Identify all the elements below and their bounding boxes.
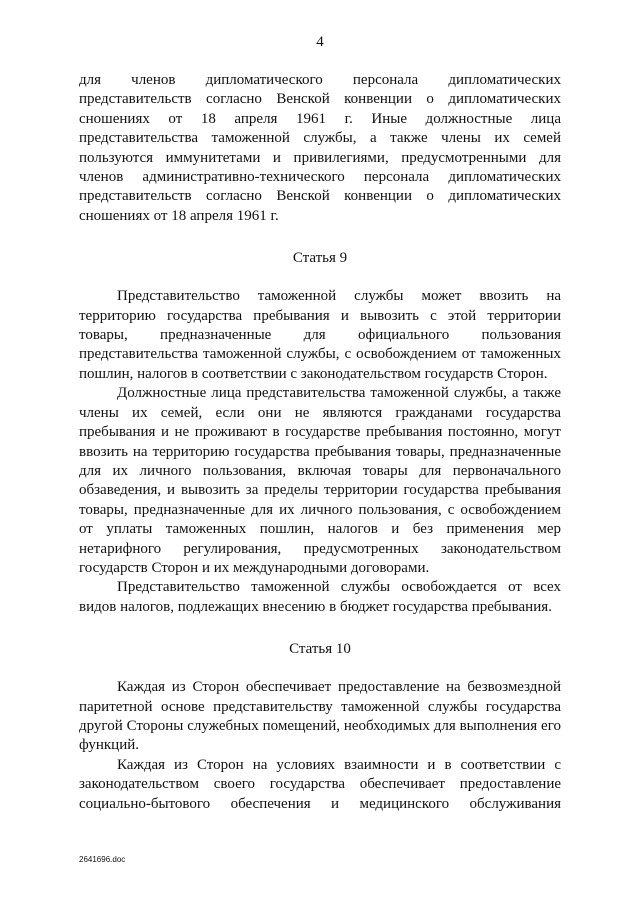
paragraph-intro: для членов дипломатического персонала дипломатических представительств согласно Венской конвенции о дипломатических сношениях от 18 апреля 1961 г. Иные должностные лица представительства таможенной службы, а также члены их семей пользуются иммунитетами и привилегиями, предусмотренными для членов административно-технического персонала дипломатических представительств согласно Венской конвенции о дипломатических сношениях от 18 апреля 1961 г. bbox=[79, 72, 561, 224]
page-number: 4 bbox=[316, 34, 324, 50]
article-9-paragraph-1: Представительство таможенной службы может ввозить на территорию государства пребывания и вывозить с этой территории товары, предназначенные для официального пользования представительства таможенной службы, с освобождением от таможенных пошлин, налогов в соответствии с законодательством государств Сторон. bbox=[79, 288, 561, 382]
document-body bbox=[79, 71, 561, 814]
article-9-paragraph-2: Должностные лица представительства таможенной службы, а также члены их семей, если они не являются гражданами государства пребывания и не проживают в государстве пребывания постоянно, могут ввозить на территорию государства пребывания товары, предназначенные для их личного пользования, включая товары для первоначального обзаведения, и вывозить за пределы территории государства пребывания товары, предназначенные для их личного пользования, с освобождением от уплаты таможенных пошлин, налогов и без применения мер нетарифного регулирования, предусмотренных законодательством государств Сторон и их международными договорами. bbox=[79, 385, 561, 576]
article-9-paragraph-3: Представительство таможенной службы освобождается от всех видов налогов, подлежащих внесению в бюджет государства пребывания. bbox=[79, 579, 561, 615]
document-footer-filename: 2641696.doc bbox=[79, 855, 126, 864]
article-9-title: Статья 9 bbox=[292, 250, 348, 267]
article-10-title: Статья 10 bbox=[289, 641, 351, 658]
article-10-paragraph-1: Каждая из Сторон обеспечивает предоставление на безвозмездной паритетной основе представительству таможенной службы государства другой Стороны служебных помещений, необходимых для выполнения его функций. bbox=[79, 679, 561, 754]
article-10-paragraph-2: Каждая из Сторон на условиях взаимности и в соответствии с законодательством своего государства обеспечивает предоставление социально-бытового обеспечения и медицинского обслуживания bbox=[79, 756, 561, 812]
